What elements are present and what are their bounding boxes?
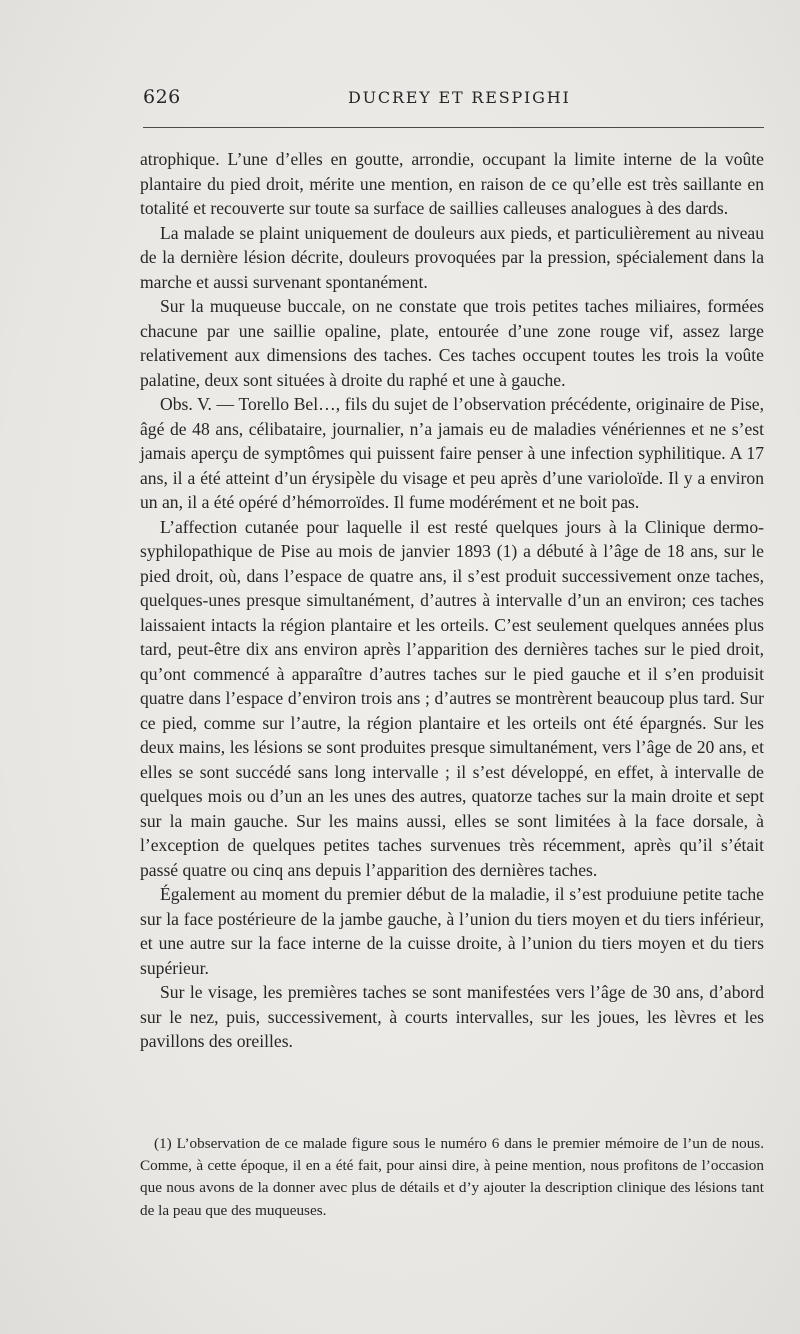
paragraph: Obs. V. — Torello Bel…, fils du sujet de l’observation précédente, originaire de Pise, âgé de 48 ans, célibataire, journalier, n’a jamais eu de maladies vénériennes et ne s’est jamais aperçu de symptômes qui puissent faire penser à une infection syphilitique. A 17 ans, il a été atteint d’un érysipèle du visage et peu après d’une varioloïde. Il y a environ un an, il a été opéré d’hémorroïdes. Il fume modérément et ne boit pas. — [140, 394, 764, 512]
footnote: (1) L’observation de ce malade figure sous le numéro 6 dans le premier mémoire de l’un de nous. Comme, à cette époque, il en a été fait, pour ainsi dire, à peine mention, nous profitons de l’occasion que nous avons de la donner avec plus de détails et d’y ajouter la description clinique des lésions tant de la peau que des muqueuses. — [140, 1135, 764, 1219]
paragraph: La malade se plaint uniquement de douleurs aux pieds, et particulièrement au niveau de la dernière lésion décrite, douleurs provoquées par la pression, spécialement dans la marche et aussi survenant spontanément. — [140, 222, 764, 292]
page-header — [143, 86, 763, 116]
paragraph: Également au moment du premier début de la maladie, il s’est produiune petite tache sur la face postérieure de la jambe gauche, à l’union du tiers moyen et du tiers inférieur, et une autre sur la face interne de la cuisse droite, à l’union du tiers moyen et du tiers supérieur. — [140, 884, 764, 978]
paragraph: Sur le visage, les premières taches se sont manifestées vers l’âge de 30 ans, d’abord sur le nez, puis, successivement, à courts intervalles, sur les joues, les lèvres et les pavillons des oreilles. — [140, 982, 764, 1051]
paragraph: L’affection cutanée pour laquelle il est resté quelques jours à la Clinique dermo-syphilopathique de Pise au mois de janvier 1893 (1) a débuté à l’âge de 18 ans, sur le pied droit, où, dans l’espace de quatre ans, il s’est produit successivement onze taches, quelques-unes presque simultanément, d’autres à intervalle d’un an environ; ces taches laissaient intacts la région plantaire et les orteils. C’est seulement quelques années plus tard, peut-être dix ans environ après l’apparition des dernières taches sur le pied droit, qu’ont commencé à apparaître d’autres taches sur le pied gauche et il s’en produisit quatre dans l’espace d’environ trois ans ; d’autres se montrèrent beaucoup plus tard. Sur ce pied, comme sur l’autre, la région plantaire et les orteils ont été épargnés. Sur les deux mains, les lésions se sont produites presque simultanément, vers l’âge de 20 ans, et elles se sont succédé sans long intervalle ; il s’est développé, en effet, à intervalle de quelques mois ou d’un an les unes des autres, quatorze taches sur la main droite et sept sur la main gauche. Sur les mains aussi, elles se sont limitées à la face dorsale, à l’exception de quelques petites taches survenues très récemment, après qu’il s’était passé quatre ou cinq ans depuis l’apparition des dernières taches. — [140, 516, 764, 880]
paragraph: atrophique. L’une d’elles en goutte, arrondie, occupant la limite interne de la voûte plantaire du pied droit, mérite une mention, en raison de ce qu’elle est très saillante en totalité et recouverte sur toute sa surface de saillies calleuses analogues à des dards. — [140, 149, 764, 218]
page-number: 626 — [143, 86, 181, 108]
header-rule — [143, 127, 764, 128]
body-text — [140, 147, 764, 1054]
paragraph: Sur la muqueuse buccale, on ne constate que trois petites taches miliaires, formées chacune par une saillie opaline, plate, entourée d’une zone rouge vif, assez large relativement aux dimensions des taches. Ces taches occupent toutes les trois la voûte palatine, deux sont situées à droite du raphé et une à gauche. — [140, 296, 764, 390]
footnotes — [140, 1133, 764, 1222]
running-title: DUCREY ET RESPIGHI — [348, 88, 571, 107]
